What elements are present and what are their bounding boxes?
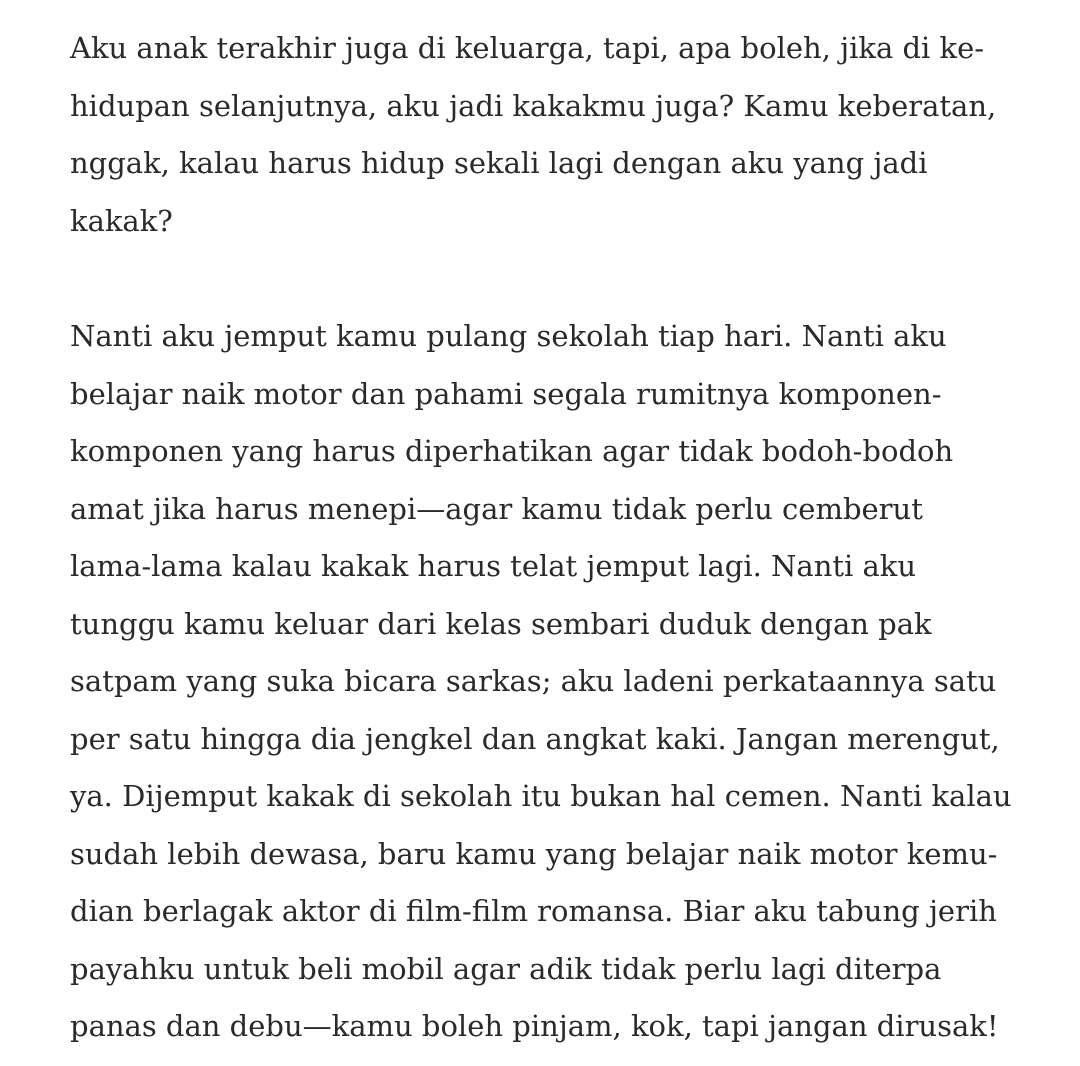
- text-line: lama-lama kalau kakak harus telat jemput lagi. Nanti aku: [70, 549, 917, 583]
- text-line: satpam yang suka bicara sarkas; aku ladeni perkataannya satu: [70, 664, 997, 698]
- text-line: amat jika harus menepi—agar kamu tidak perlu cemberut: [70, 491, 923, 526]
- text-line: ya. Dijemput kakak di sekolah itu bukan hal cemen. Nanti kalau: [70, 779, 1012, 813]
- article-body: [70, 20, 1030, 1056]
- text-line: tunggu kamu keluar dari kelas sembari duduk dengan pak: [70, 606, 932, 641]
- text-line: sudah lebih dewasa, baru kamu yang belajar naik motor kemu-: [70, 836, 998, 871]
- text-line: hidupan selanjutnya, aku jadi kakakmu juga? Kamu keberatan,: [70, 88, 997, 123]
- text-line: belajar naik motor dan pahami segala rumitnya komponen-: [70, 376, 942, 411]
- text-line: nggak, kalau harus hidup sekali lagi dengan aku yang jadi: [70, 146, 928, 180]
- text-line: Aku anak terakhir juga di keluarga, tapi, apa boleh, jika di ke-: [70, 31, 985, 65]
- text-line: per satu hingga dia jengkel dan angkat kaki. Jangan merengut,: [70, 721, 1000, 756]
- text-line: dian berlagak aktor di film-film romansa. Biar aku tabung jerih: [70, 894, 997, 928]
- text-line: komponen yang harus diperhatikan agar tidak bodoh-bodoh: [70, 434, 954, 468]
- text-line: Nanti aku jemput kamu pulang sekolah tiap hari. Nanti aku: [70, 319, 947, 353]
- text-line: panas dan debu—kamu boleh pinjam, kok, tapi jangan dirusak!: [70, 1009, 999, 1043]
- paragraph-2: [70, 308, 1030, 1056]
- text-line: payahku untuk beli mobil agar adik tidak perlu lagi diterpa: [70, 951, 942, 986]
- text-line: kakak?: [70, 203, 173, 238]
- paragraph-1: [70, 20, 1030, 250]
